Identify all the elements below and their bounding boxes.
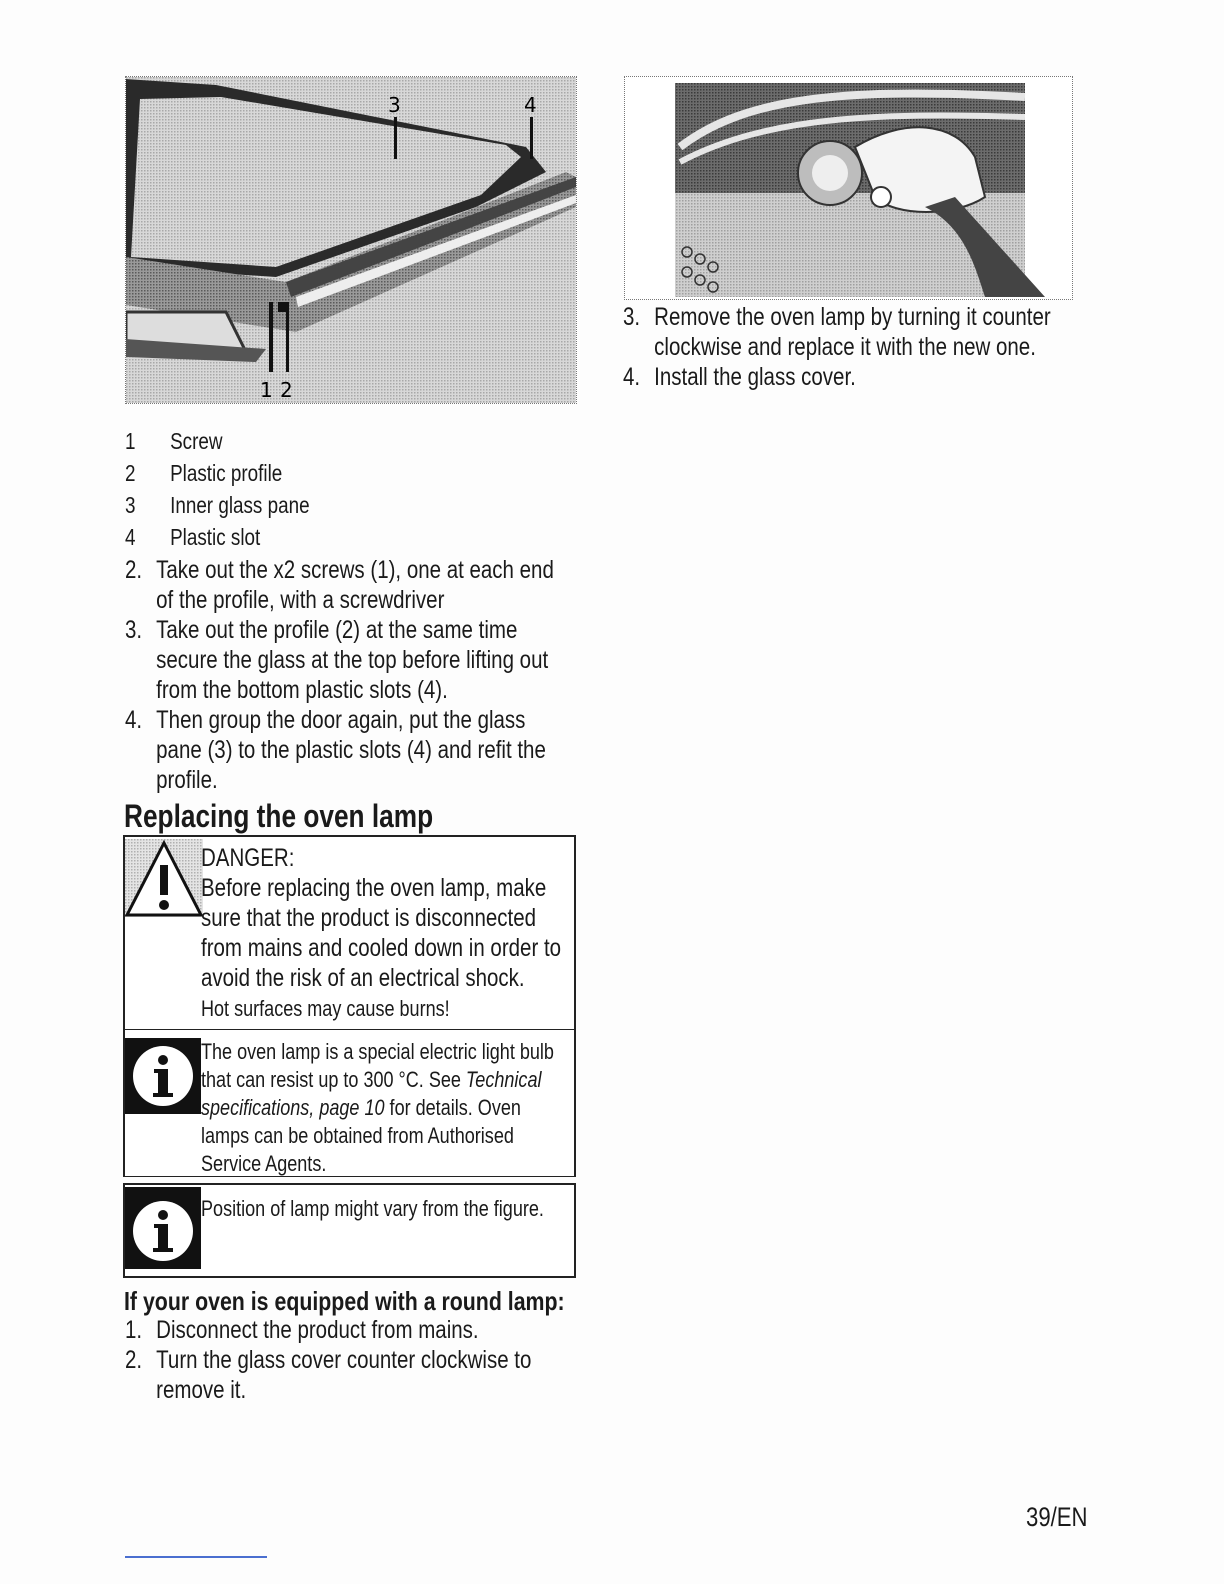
callout-line-1 (269, 302, 273, 372)
warning-triangle-icon (125, 839, 203, 919)
info-box-position: Position of lamp might vary from the figure. (123, 1183, 576, 1278)
tech-spec-page-link[interactable]: specifications, page 10 (201, 1095, 385, 1120)
legend-label: Plastic profile (170, 460, 283, 486)
legend-item: 2 Plastic profile (125, 460, 283, 486)
callout-4: 4 (524, 93, 537, 117)
callout-1: 1 (260, 378, 273, 402)
list-item: 1. Disconnect the product from mains. (125, 1316, 479, 1344)
callout-line-2 (286, 302, 289, 372)
lamp-steps-list (623, 302, 1145, 392)
info-box: The oven lamp is a special electric light bulb that can resist up to 300 °C. See Technical specifications, page 10 for details. Oven lamps can be obtained from Authorised Service Agents. (123, 1029, 576, 1177)
legend-label: Inner glass pane (170, 492, 310, 518)
list-item: 2. Take out the x2 screws (1), one at each end of the profile, with a screwdriver (125, 556, 554, 614)
legend-item: 3 Inner glass pane (125, 492, 310, 518)
door-illustration (126, 77, 576, 403)
round-lamp-heading: If your oven is equipped with a round lamp: (124, 1286, 565, 1316)
footer-rule (125, 1556, 267, 1558)
lamp-figure (624, 76, 1073, 300)
legend-item: 4 Plastic slot (125, 524, 261, 550)
page-number: 39/EN (1026, 1502, 1088, 1532)
danger-heading: DANGER: (201, 844, 295, 872)
list-item: 2. Turn the glass cover counter clockwise to remove it. (125, 1346, 532, 1404)
round-lamp-steps (125, 1315, 621, 1405)
section-title: Replacing the oven lamp (124, 798, 434, 834)
legend-label: Plastic slot (170, 524, 261, 550)
lamp-illustration (625, 77, 1072, 299)
door-steps-list (125, 555, 648, 795)
legend-item: 1 Screw (125, 428, 223, 454)
info-icon (125, 1187, 201, 1269)
callout-3: 3 (388, 93, 401, 117)
danger-note: Hot surfaces may cause burns! (201, 996, 450, 1021)
callout-2: 2 (280, 378, 293, 402)
callout-line-4 (530, 117, 533, 159)
info-icon (125, 1038, 201, 1114)
figure-legend (125, 425, 350, 553)
list-item: 3. Take out the profile (2) at the same time secure the glass at the top before lifting out from the bottom plastic slots (4). (125, 616, 549, 704)
list-item: 4. Install the glass cover. (623, 363, 856, 391)
danger-box: DANGER: Before replacing the oven lamp, make sure that the product is disconnected from mains and cooled down in order to avoid the risk of an electrical shock. Hot surfaces may cause burns! (123, 835, 576, 1030)
legend-label: Screw (170, 428, 223, 454)
door-figure (125, 76, 577, 404)
tech-spec-link[interactable]: Technical (465, 1067, 542, 1092)
list-item: 4. Then group the door again, put the glass pane (3) to the plastic slots (4) and refit the profile. (125, 706, 546, 794)
callout-line-3 (394, 117, 397, 159)
list-item: 3. Remove the oven lamp by turning it counter clockwise and replace it with the new one. (623, 303, 1051, 361)
